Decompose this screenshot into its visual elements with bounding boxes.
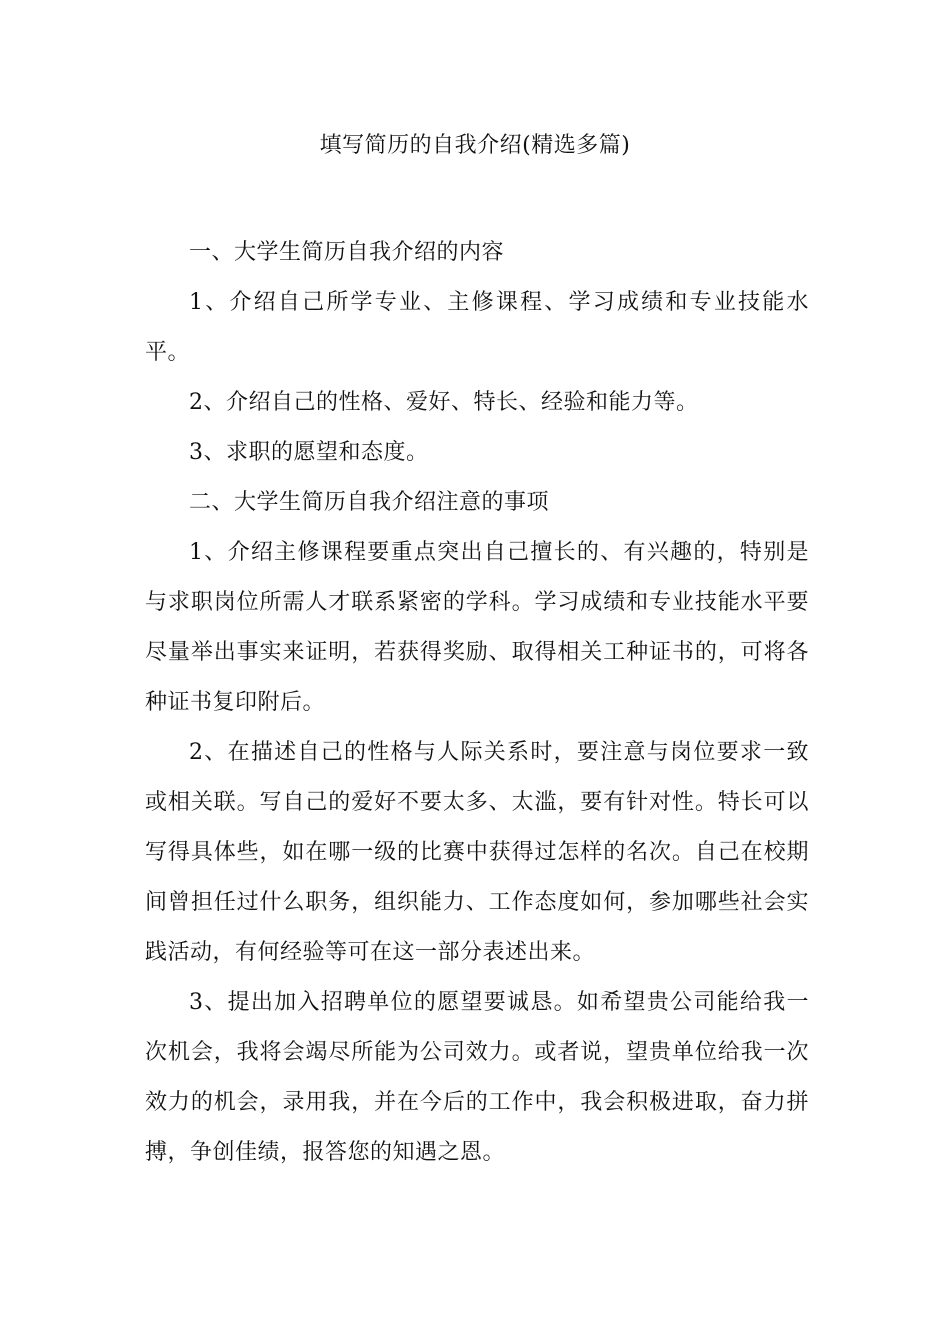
paragraph-4: 1、介绍主修课程要重点突出自己擅长的、有兴趣的，特别是与求职岗位所需人才联系紧密的学科。学习成绩和专业技能水平要尽量举出事实来证明，若获得奖励、取得相关工种证书的，可将各种证书复印附后。 bbox=[145, 540, 809, 715]
section-heading-1: 一、大学生简历自我介绍的内容 bbox=[189, 240, 505, 265]
document-title: 填写简历的自我介绍(精选多篇) bbox=[319, 133, 631, 158]
section-heading-2: 二、大学生简历自我介绍注意的事项 bbox=[189, 490, 550, 515]
paragraph-3: 3、求职的愿望和态度。 bbox=[189, 440, 429, 465]
paragraph-1: 1、介绍自己所学专业、主修课程、学习成绩和专业技能水平。 bbox=[145, 290, 809, 365]
paragraph-2: 2、介绍自己的性格、爱好、特长、经验和能力等。 bbox=[189, 390, 699, 415]
paragraph-5: 2、在描述自己的性格与人际关系时，要注意与岗位要求一致或相关联。写自己的爱好不要太多、太滥，要有针对性。特长可以写得具体些，如在哪一级的比赛中获得过怎样的名次。自己在校期间曾担任过什么职务，组织能力、工作态度如何，参加哪些社会实践活动，有何经验等可在这一部分表述出来。 bbox=[145, 740, 809, 965]
paragraph-6: 3、提出加入招聘单位的愿望要诚恳。如希望贵公司能给我一次机会，我将会竭尽所能为公司效力。或者说，望贵单位给我一次效力的机会，录用我，并在今后的工作中，我会积极进取，奋力拼搏，争创佳绩，报答您的知遇之恩。 bbox=[145, 990, 809, 1165]
document-body bbox=[145, 228, 809, 1178]
